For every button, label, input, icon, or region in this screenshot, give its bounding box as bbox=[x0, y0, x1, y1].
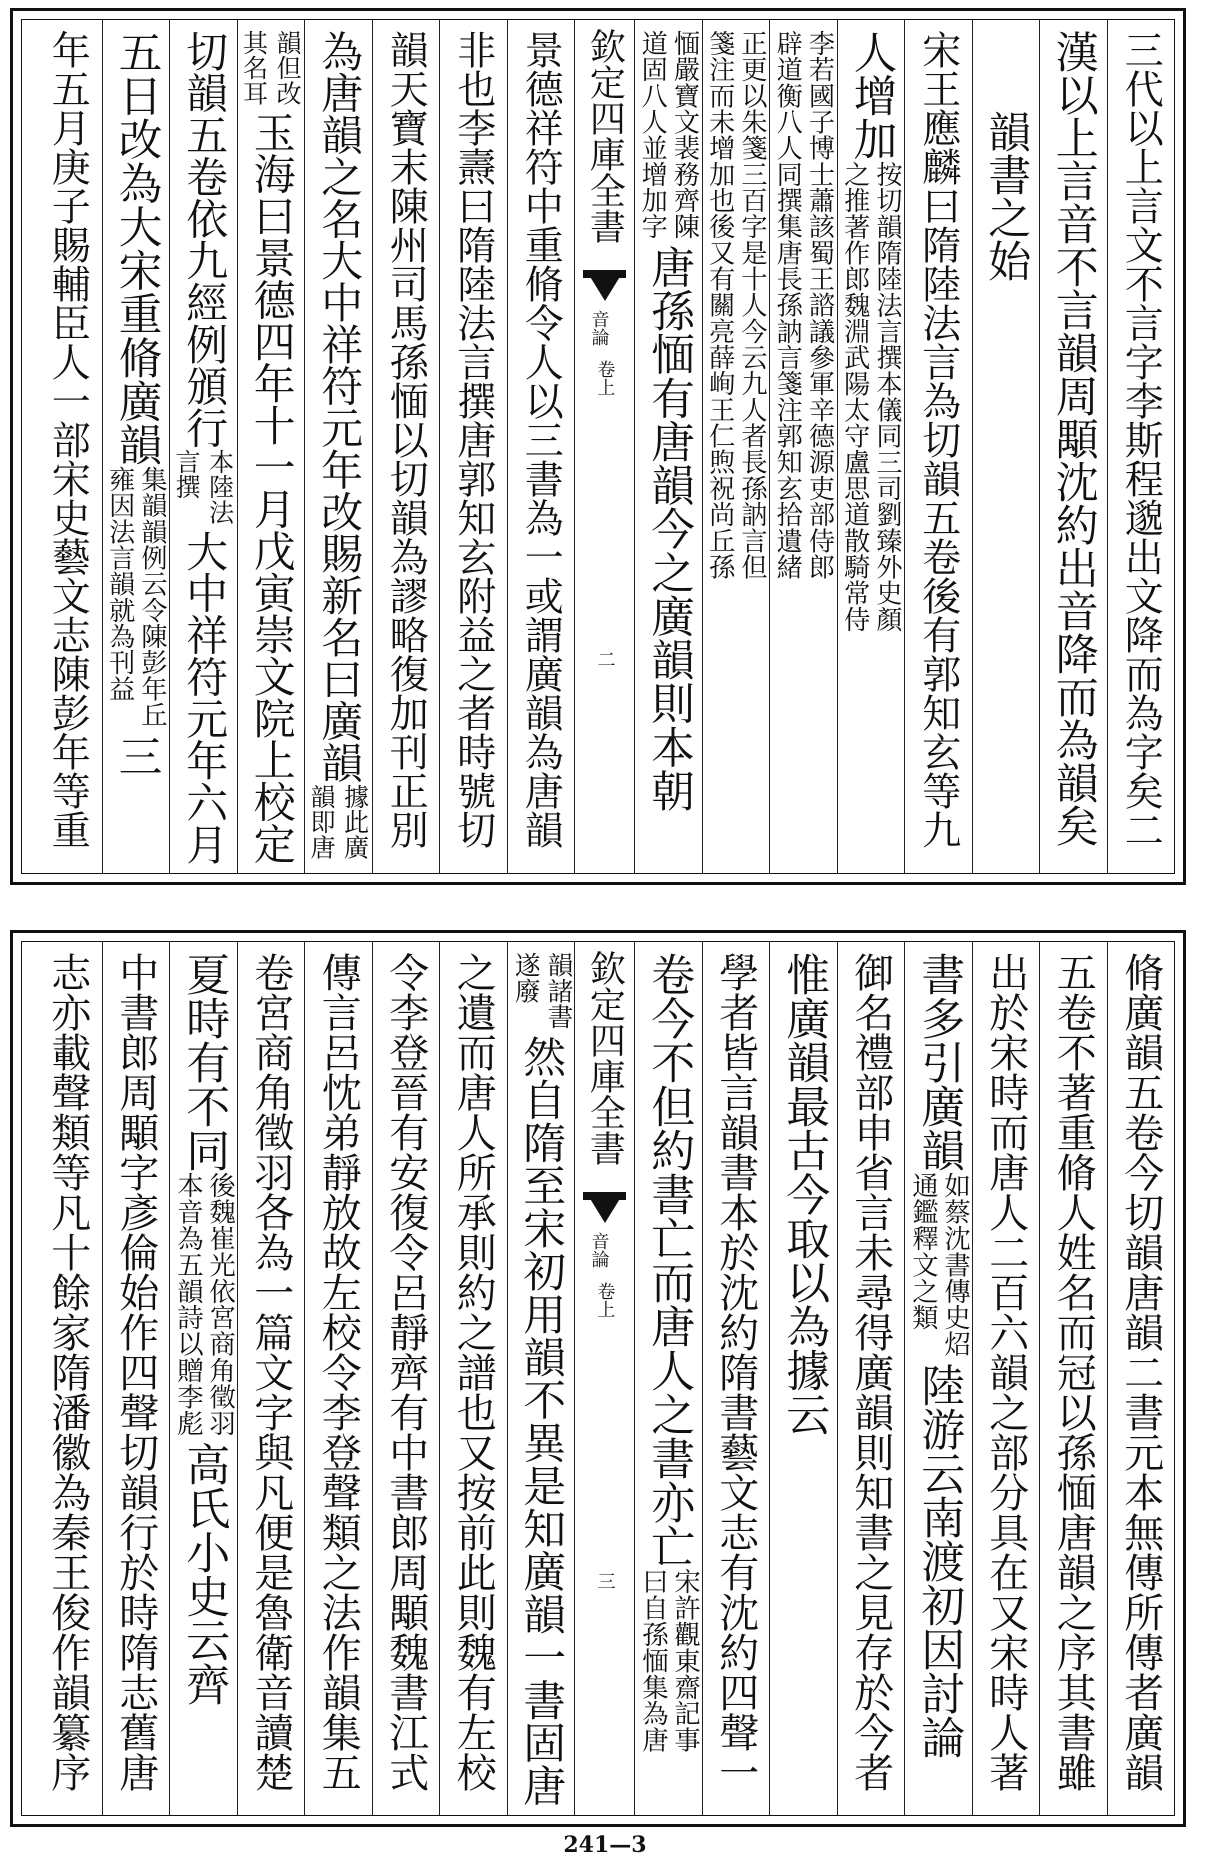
annotation-line-right: 如蔡沈書傳史炤 bbox=[939, 1172, 971, 1357]
annotation-line-right: 按切韻隋陸法言撰本儀同三司劉臻外史顏 bbox=[872, 160, 903, 632]
text-column bbox=[837, 20, 905, 873]
text-column bbox=[1039, 20, 1107, 873]
text-column bbox=[1107, 20, 1175, 873]
column-text: 三 bbox=[111, 734, 162, 778]
bottom-page bbox=[10, 930, 1186, 1827]
column-text: 傳言呂忱弟靜放故左校令李登聲類之法作韻集五 bbox=[315, 952, 362, 1792]
text-column bbox=[1039, 942, 1107, 1815]
column-text: 卷宮商角徵羽各為一篇文字與凡便是魯衛音讀楚 bbox=[247, 952, 294, 1792]
column-text: 人增加 bbox=[846, 30, 897, 161]
text-column bbox=[769, 20, 837, 873]
annotation-line-right: 愐嚴寶文裴務齊陳 bbox=[669, 30, 700, 240]
column-content bbox=[103, 30, 170, 873]
text-column bbox=[237, 942, 305, 1815]
column-text: 年五月庚子賜輔臣人一部宋史藝文志陳彭年等重 bbox=[45, 30, 91, 849]
column-text: 切韻五卷依九經例頒行 bbox=[179, 30, 229, 449]
annotation-line-right: 李若國子博士蕭該蜀王諮議參軍辛德源吏部侍郎 bbox=[804, 30, 835, 580]
column-text: 非也李燾曰隋陸法言撰唐郭知玄附益之者時號切 bbox=[450, 30, 496, 849]
annotation-line-right: 後魏崔光依宮商角徵羽 bbox=[204, 1172, 236, 1436]
text-column bbox=[169, 20, 237, 873]
column-text: 然自隋至宋初用韻不異是知廣韻一書固唐 bbox=[516, 1035, 567, 1807]
text-column bbox=[34, 20, 102, 873]
annotation-line-left: 本音為五韻詩以贈李彪 bbox=[172, 1172, 204, 1436]
top-columns bbox=[22, 20, 1174, 873]
text-column bbox=[972, 942, 1040, 1815]
column-text: 五卷不著重脩人姓名而冠以孫愐唐韻之序其書雖 bbox=[1050, 952, 1097, 1792]
column-text: 陸游云南渡初因討論 bbox=[913, 1362, 965, 1759]
section-label: 音論 bbox=[588, 1232, 610, 1268]
column-text: 景德祥符中重脩令人以三書為一或謂廣韻為唐韻 bbox=[518, 30, 564, 849]
column-content bbox=[838, 30, 905, 873]
column-text: 中書郎周顒字彥倫始作四聲切韻行於時隋志舊唐 bbox=[112, 952, 159, 1792]
annotation-line-left: 通鑑釋文之類 bbox=[907, 1172, 939, 1331]
text-column bbox=[702, 20, 770, 873]
text-column bbox=[904, 942, 972, 1815]
annotation-line-left: 曰自孫愐集為唐 bbox=[637, 1568, 669, 1753]
annotation-line-right: 據此廣 bbox=[340, 783, 370, 859]
annotation-line-left: 箋注而未增加也後又有關亮薛峋王仁煦祝尚丘孫 bbox=[704, 30, 735, 580]
text-column bbox=[634, 20, 702, 873]
column-text: 書多引廣韻 bbox=[913, 952, 965, 1172]
column-text: 韻書之始 bbox=[981, 110, 1032, 282]
column-text: 大中祥符元年六月 bbox=[179, 530, 229, 865]
column-text: 志亦載聲類等凡十餘家隋潘徽為秦王俊作韻纂序 bbox=[44, 952, 91, 1792]
center-fold bbox=[574, 942, 634, 1815]
annotation-line-left: 雍因法言韻就為刊益 bbox=[104, 466, 135, 702]
column-content bbox=[170, 30, 237, 873]
volume-label: 卷上 bbox=[594, 1282, 616, 1318]
section-label: 音論 bbox=[588, 310, 610, 346]
annotation-line-right: 韻諸書 bbox=[543, 952, 574, 1030]
text-column bbox=[769, 942, 837, 1815]
volume-label: 卷上 bbox=[594, 360, 616, 396]
column-text: 為唐韻之名大中祥符元年改賜新名曰廣韻 bbox=[314, 30, 364, 784]
column-text: 宋王應麟曰隋陸法言為切韻五卷後有郭知玄等九 bbox=[915, 30, 961, 849]
column-text: 五日改為大宋重脩廣韻 bbox=[111, 30, 162, 467]
text-column bbox=[102, 20, 170, 873]
column-text: 惟廣韻最古今取以為據云 bbox=[778, 952, 830, 1436]
annotation-line-left: 言撰 bbox=[172, 448, 202, 499]
column-text: 卷今不但約書亡而唐人之書亦亡 bbox=[643, 952, 695, 1568]
column-text: 之遺而唐人所承則約之譜也又按前此則魏有左校 bbox=[450, 952, 497, 1792]
text-column bbox=[439, 942, 507, 1815]
fold-fishtail bbox=[589, 1197, 621, 1223]
column-text: 御名禮部申省言未尋得廣韻則知書之見存於今者 bbox=[847, 952, 894, 1792]
book-title: 欽定四庫全書 bbox=[584, 28, 626, 244]
column-content bbox=[238, 30, 305, 873]
text-column bbox=[634, 942, 702, 1815]
text-column bbox=[169, 942, 237, 1815]
annotation-line-right: 宋許觀東齋記事 bbox=[669, 1568, 701, 1753]
book-title: 欽定四庫全書 bbox=[584, 950, 626, 1166]
column-content bbox=[305, 30, 372, 873]
text-column bbox=[439, 20, 507, 873]
annotation-line-left: 辟道衡八人同撰集唐長孫訥言箋注郭知玄拾遺緒 bbox=[772, 30, 803, 580]
footer-page-number: 241—3 bbox=[563, 1832, 647, 1858]
text-column bbox=[972, 20, 1040, 873]
annotation-line-left: 道固八人並增加字 bbox=[637, 30, 668, 240]
column-text: 學者皆言韻書本於沈約隋書藝文志有沈約四聲一 bbox=[712, 952, 759, 1792]
text-column bbox=[507, 942, 575, 1815]
top-page-frame bbox=[21, 19, 1175, 874]
fold-fishtail bbox=[589, 275, 621, 301]
column-content bbox=[170, 952, 237, 1815]
column-content bbox=[508, 952, 575, 1815]
bottom-page-frame bbox=[21, 941, 1175, 1816]
annotation-line-left: 韻即唐 bbox=[307, 783, 337, 859]
annotation-line-left: 遂廢 bbox=[510, 952, 541, 1004]
bottom-columns bbox=[22, 942, 1174, 1815]
text-column bbox=[304, 20, 372, 873]
text-column bbox=[304, 942, 372, 1815]
top-page bbox=[10, 8, 1186, 885]
column-content bbox=[635, 952, 702, 1815]
leaf-number: 二 bbox=[594, 650, 616, 668]
text-column bbox=[904, 20, 972, 873]
text-column bbox=[837, 942, 905, 1815]
column-content bbox=[703, 30, 770, 873]
text-column bbox=[1107, 942, 1175, 1815]
annotation-line-right: 集韻韻例云令陳彭年丘 bbox=[137, 466, 168, 729]
column-content bbox=[905, 952, 972, 1815]
column-text: 唐孫愐有唐韻今之廣韻則本朝 bbox=[644, 245, 695, 813]
text-column bbox=[507, 20, 575, 873]
annotation-line-right: 本陸法 bbox=[205, 448, 235, 525]
annotation-line-left: 其名耳 bbox=[239, 30, 269, 106]
text-column bbox=[34, 942, 102, 1815]
column-text: 三代以上言文不言字李斯程邈出文降而為字矣二 bbox=[1118, 30, 1164, 849]
text-column bbox=[372, 942, 440, 1815]
center-fold bbox=[574, 20, 634, 873]
column-text: 韻天寶末陳州司馬孫愐以切韻為謬略復加刊正別 bbox=[383, 30, 429, 849]
text-column bbox=[702, 942, 770, 1815]
column-text: 令李登晉有安復令呂靜齊有中書郎周顒魏書江式 bbox=[382, 952, 429, 1792]
column-text: 脩廣韻五卷今切韻唐韻二書元本無傳所傳者廣韻 bbox=[1117, 952, 1164, 1792]
text-column bbox=[372, 20, 440, 873]
column-text: 出於宋時而唐人二百六韻之部分具在又宋時人著 bbox=[982, 952, 1029, 1792]
annotation-line-left: 之推著作郎魏淵武陽太守盧思道散騎常侍 bbox=[839, 160, 870, 632]
column-content bbox=[770, 30, 837, 873]
column-text: 高氏小史云齊 bbox=[178, 1442, 230, 1706]
text-column bbox=[237, 20, 305, 873]
column-text: 玉海曰景德四年十一月戊寅崇文院上校定 bbox=[246, 111, 296, 865]
column-content bbox=[635, 30, 702, 873]
column-text: 漢以上言音不言韻周顒沈約出音降而為韻矣 bbox=[1048, 30, 1099, 847]
annotation-line-right: 正更以朱箋三百字是十人今云九人者長孫訥言但 bbox=[737, 30, 768, 580]
leaf-number: 三 bbox=[594, 1572, 616, 1590]
column-text: 夏時有不同 bbox=[178, 952, 230, 1172]
annotation-line-right: 韻但改 bbox=[273, 30, 303, 106]
text-column bbox=[102, 942, 170, 1815]
